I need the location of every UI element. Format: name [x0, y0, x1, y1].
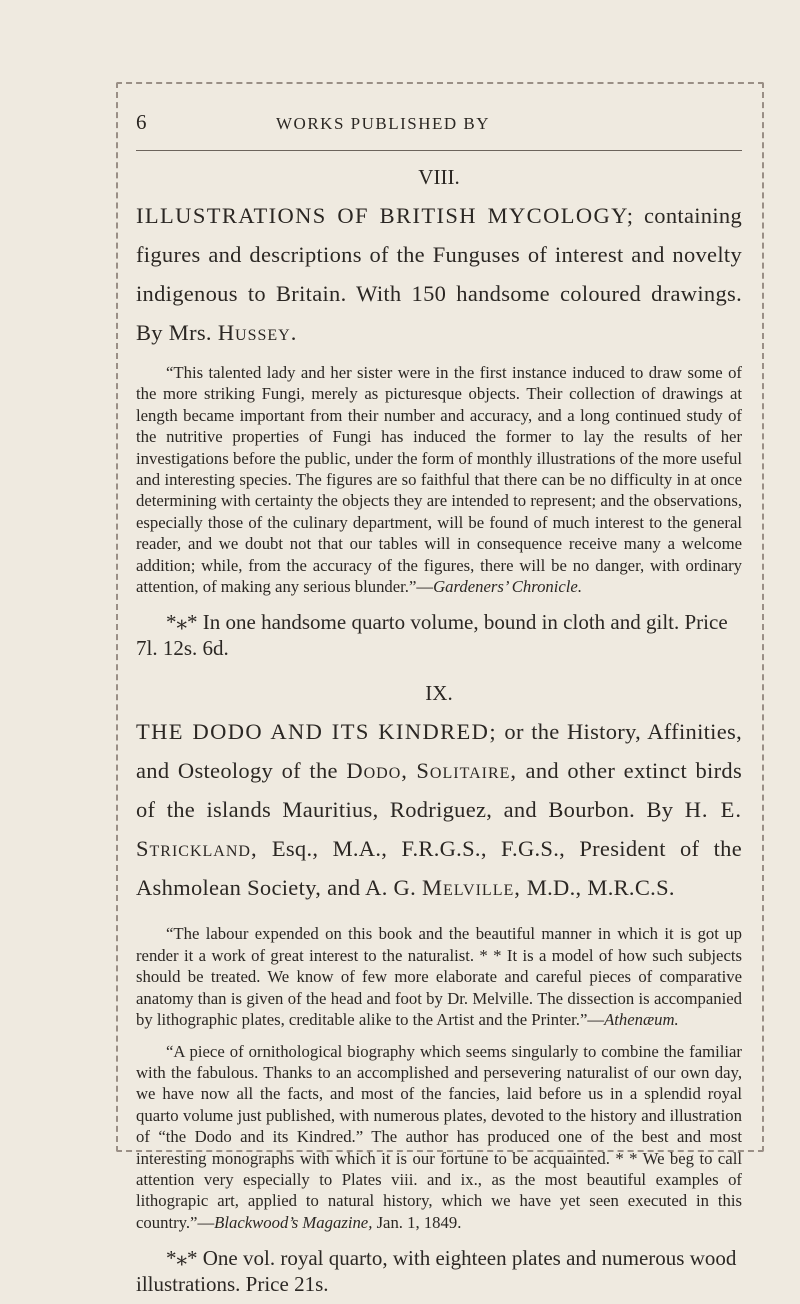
- review-text: “A piece of ornithological biography which seems singularly to combine the familiar with the fabulous. Thanks to an accomplished and persevering naturalist of our own day, we have now all the facts, and most of the fancies, laid before us in a splendid royal quarto volume just published, with numerous plates, devoted to the history and illustration of “the Dodo and its Kindred.” The author has produced one of the best and most interesting monographs with which it is our fortune to be acquainted. * * We beg to call attention very especially to Plates viii. and ix., as the most beautiful examples of lithograpic art, applied to natural history, which we have yet seen executed in this country.”—: [136, 1041, 742, 1232]
- publication-info: *⁎* One vol. royal quarto, with eighteen plates and numerous wood illustrations. Price 21s.: [136, 1246, 737, 1297]
- page-header: [136, 110, 742, 140]
- entry-title-caps: THE DODO AND ITS KINDRED;: [136, 719, 497, 745]
- entry-title-rest: Esq., M.A., F.R.G.S., F.G.S., President of the Ashmolean Society, and A. G.: [136, 836, 742, 901]
- review-source: Athenæum.: [604, 1010, 679, 1030]
- entry-title-rest: containing figures and descriptions of the Funguses of interest and novelty indigenous to Britain. With 150 handsome coloured drawings. By Mrs.: [136, 203, 742, 345]
- entry-title-rest: M.D., M.R.C.S.: [526, 875, 675, 901]
- entry-ix: [136, 681, 742, 1297]
- entry-author: Melville,: [421, 875, 521, 901]
- review-source: Gardeners’ Chronicle.: [433, 577, 583, 597]
- dodo-name: Dodo,: [346, 758, 408, 784]
- entry-author: Hussey.: [217, 320, 298, 345]
- running-head: WORKS PUBLISHED BY: [276, 114, 491, 133]
- entry-numeral: IX.: [425, 681, 453, 706]
- review-quote: [136, 362, 742, 597]
- entry-title-rest: and other extinct birds of the islands Mauritius, Rodriguez, and Bourbon. By: [136, 758, 742, 823]
- entry-title: [136, 712, 742, 907]
- review-source: Blackwood’s Magazine,: [214, 1212, 373, 1232]
- entry-title-rest: or the History, Affinities, and Osteology of the: [136, 719, 742, 784]
- header-rule: [136, 150, 742, 151]
- review-text: “The labour expended on this book and the beautiful manner in which it is got up render it a work of great interest to the naturalist. * * It is a model of how such subjects should be treated. We know of few more elaborate and careful pieces of comparative anatomy than is given of the head and foot by Dr. Melville. The dissection is accompanied by lithographic plates, creditable alike to the Artist and the Printer.”—: [136, 924, 742, 1030]
- review-quote: [136, 1041, 742, 1234]
- entry-numeral: VIII.: [418, 165, 460, 189]
- solitaire-name: Solitaire,: [416, 758, 518, 784]
- review-quote: [136, 923, 742, 1030]
- page-number: 6: [136, 110, 147, 134]
- entry-author: H. E. Strickland,: [136, 797, 742, 862]
- review-date: Jan. 1, 1849.: [376, 1212, 462, 1232]
- entry-title-caps: ILLUSTRATIONS OF BRITISH MYCOLOGY;: [136, 203, 635, 228]
- publication-info: *⁎* In one handsome quarto volume, bound in cloth and gilt. Price 7l. 12s. 6d.: [136, 610, 728, 661]
- entry-viii: [136, 165, 742, 661]
- entry-title: [136, 196, 742, 352]
- page-content: [136, 110, 742, 1297]
- review-text: “This talented lady and her sister were in the first instance induced to draw some of the more striking Fungi, merely as picturesque objects. Their collection of drawings at length became important from their number and accuracy, and a long continued study of the nutritive properties of Fungi has induced the former to lay the results of her investigations before the public, under the form of monthly illustrations of the more useful and interesting species. The figures are so faithful that there can be no difficulty in at once determining with certainty the objects they are intended to represent; and the observations, especially those of the culinary department, will be found of much interest to the general reader, and we doubt not that our tables will in consequence receive many a welcome addition; while, from the accuracy of the figures, there will be no danger, with ordinary attention, of making any serious blunder.”—: [136, 363, 742, 597]
